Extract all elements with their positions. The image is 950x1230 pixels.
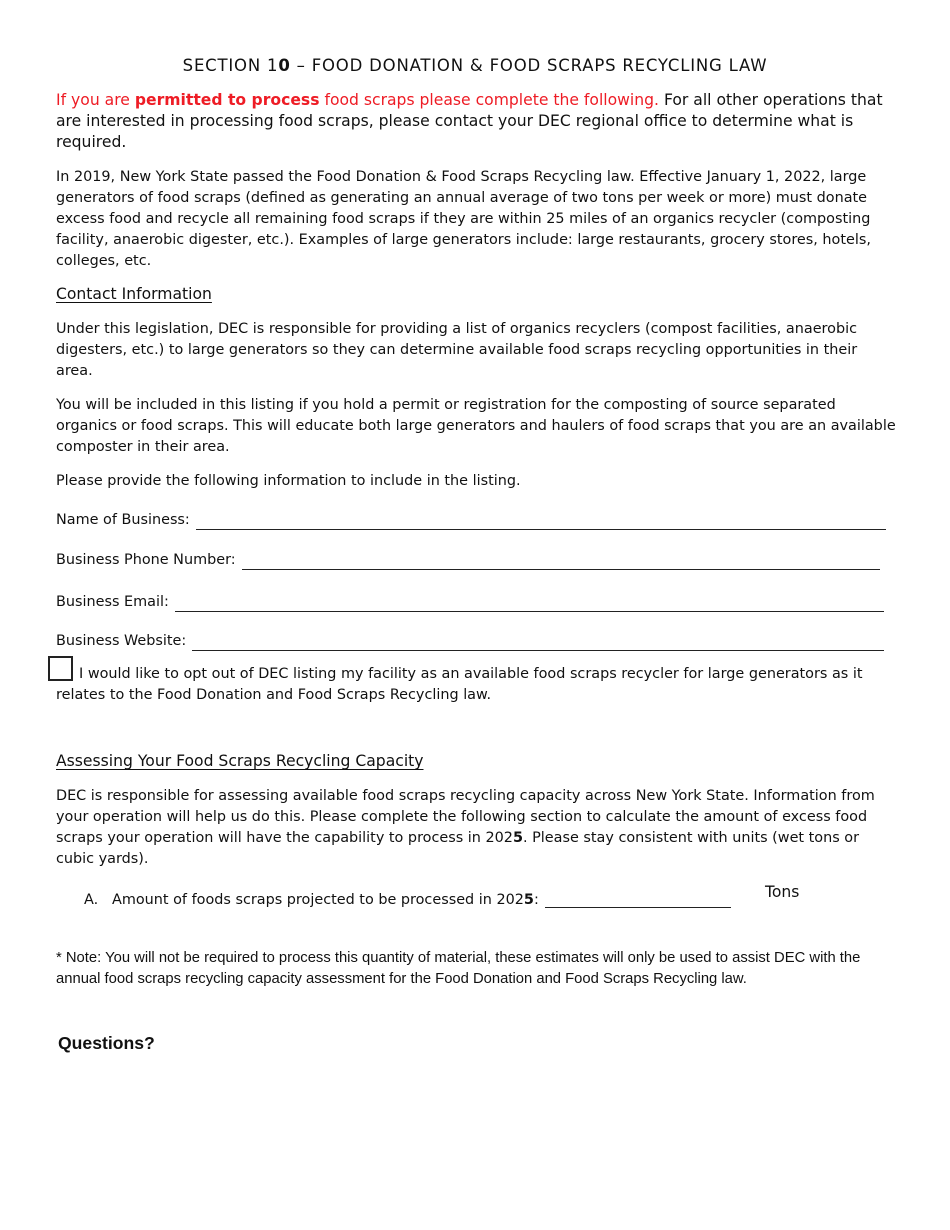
business-email-label: Business Email: [56, 594, 169, 610]
tons-unit-label: Tons [765, 883, 800, 901]
business-email-field [56, 592, 884, 612]
title-bold-digit: 0 [278, 56, 291, 75]
contact-paragraph-1: Under this legislation, DEC is responsible for providing a list of organics recyclers (compost facilities, anaerobic digesters, etc.) to large generators so they can determine available food scraps recycling opportunities in their area. [56, 321, 858, 379]
business-website-input[interactable] [192, 635, 884, 651]
business-email-input[interactable] [175, 596, 884, 612]
capacity-year-bold: 5 [512, 830, 523, 846]
business-phone-label: Business Phone Number: [56, 552, 236, 568]
intro-black-text: For all other operations that are interested in processing food scraps, please contact your DEC regional office to determine what is required. [56, 91, 883, 151]
contact-paragraph-2: You will be included in this listing if you hold a permit or registration for the composting of source separated organics or food scraps. This will educate both large generators and haulers of food scraps that you are an available composter in their area. [56, 397, 896, 455]
business-name-label: Name of Business: [56, 512, 190, 528]
contact-heading: Contact Information [56, 285, 212, 303]
business-name-field [56, 510, 886, 530]
contact-paragraph-3: Please provide the following information to include in the listing. [56, 473, 521, 489]
item-a-letter: A. [84, 892, 99, 908]
business-website-label: Business Website: [56, 633, 187, 649]
item-a-row [84, 892, 731, 908]
capacity-paragraph: DEC is responsible for assessing available food scraps recycling capacity across New York State. Information from your operation will help us do this. Please complete the following section to calculate the amount of excess food scraps your operation will have the capability to process in 2025. Please stay consistent with units (wet tons or cubic yards). [56, 788, 875, 867]
intro-paragraph [56, 90, 896, 153]
business-phone-input[interactable] [242, 554, 880, 570]
tons-amount-input[interactable] [545, 892, 731, 908]
intro-red-bold: permitted to process [134, 91, 320, 109]
business-website-field [56, 631, 884, 651]
capacity-heading: Assessing Your Food Scraps Recycling Capacity [56, 752, 424, 770]
business-phone-field [56, 550, 880, 570]
opt-out-label: I would like to opt out of DEC listing my facility as an available food scraps recycler for large generators as it relates to the Food Donation and Food Scraps Recycling law. [56, 666, 863, 703]
background-paragraph: In 2019, New York State passed the Food Donation & Food Scraps Recycling law. Effective January 1, 2022, large generators of food scraps (defined as generating an annual average of two tons per week or more) must donate excess food and recycle all remaining food scraps if they are within 25 miles of an organics recycler (composting facility, anaerobic digester, etc.). Examples of large generators include: large restaurants, grocery stores, hotels, colleges, etc. [56, 169, 871, 269]
intro-red-text: If you are permitted to process food scraps please complete the following. [56, 91, 659, 109]
title-suffix: – FOOD DONATION & FOOD SCRAPS RECYCLING LAW [290, 56, 768, 75]
business-name-input[interactable] [196, 514, 886, 530]
item-a-label: Amount of foods scraps projected to be processed in 2025: [112, 892, 539, 908]
questions-heading: Questions? [58, 1033, 155, 1053]
section-title [0, 56, 950, 75]
note-paragraph: * Note: You will not be required to process this quantity of material, these estimates will only be used to assist DEC with the annual food scraps recycling capacity assessment for the Food Donation and Food Scraps Recycling law. [56, 950, 861, 987]
title-prefix: SECTION 1 [182, 56, 279, 75]
